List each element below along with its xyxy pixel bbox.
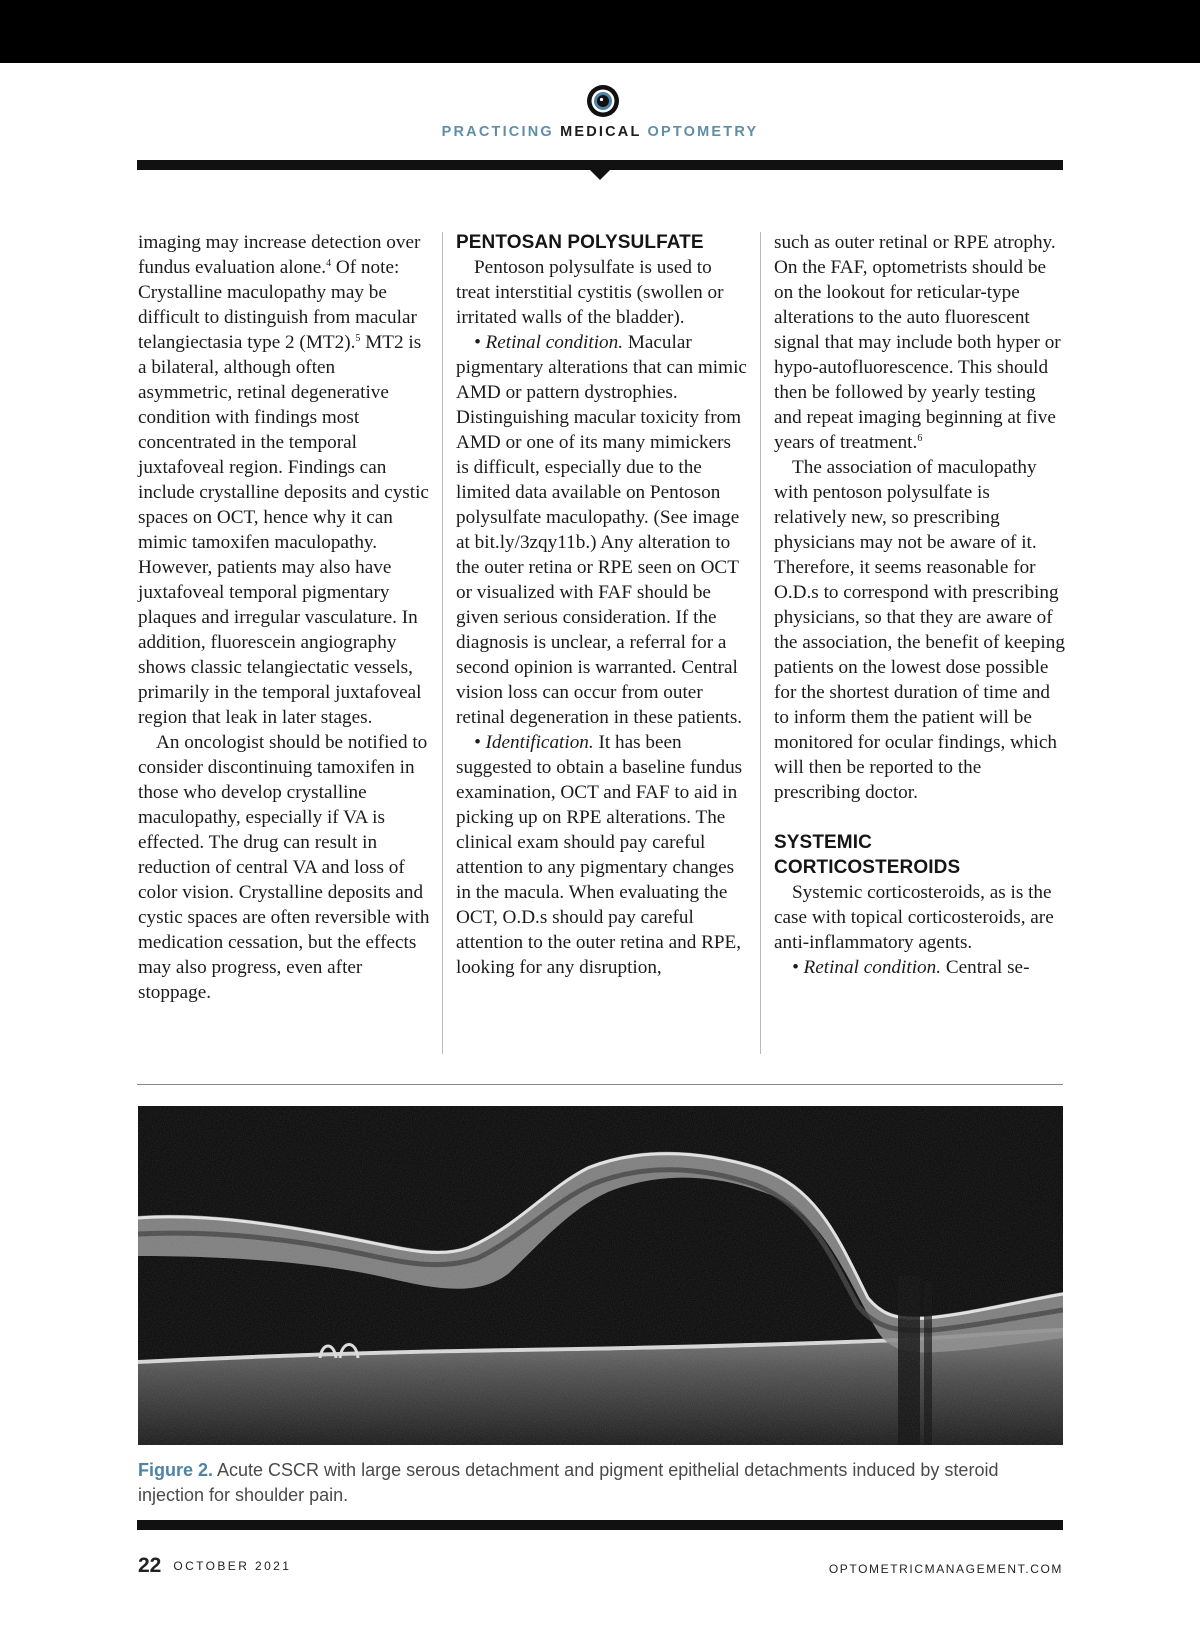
paragraph: An oncologist should be notified to consider discontinuing tamoxifen in those who develop crystalline maculopathy, especially if VA is effected. The drug can result in reduction of central VA and loss of color vision. Crystalline deposits and cystic spaces are often reversible with medication cessation, but the effects may also progress, even after stoppage.	[138, 732, 430, 1003]
caption-text: Acute CSCR with large serous detachment and pigment epithelial detachments induced by steroid injection for shoulder pain.	[138, 1460, 999, 1505]
footer-left	[138, 1554, 291, 1578]
spacer	[774, 805, 1066, 830]
subheading-line: SYSTEMIC	[774, 832, 872, 853]
run-in-label: • Retinal condition.	[474, 332, 624, 353]
figure-label: Figure 2.	[138, 1460, 214, 1480]
article-column-1	[138, 230, 430, 1005]
bottom-rule	[137, 1520, 1063, 1530]
oct-scan-graphic	[138, 1106, 1063, 1445]
text: such as outer retinal or RPE atrophy. On the FAF, optometrists should be on the lookout for reticular-type alterations to the auto fluorescent signal that may include both hyper or hypo-autofluorescence. This should then be followed by yearly testing and repeat imaging beginning at five years of treatment.	[774, 232, 1061, 453]
figure-divider	[137, 1084, 1063, 1085]
reference-marker: 6	[917, 433, 923, 444]
text: imaging may increase detection over fundus evaluation alone.	[138, 232, 421, 278]
footer-website: OPTOMETRICMANAGEMENT.COM	[828, 1562, 1063, 1576]
section-heading-middle: MEDICAL	[560, 124, 642, 140]
paragraph: Systemic corticosteroids, as is the case with topical corticosteroids, are anti-inflammatory agents.	[774, 882, 1054, 953]
section-heading	[0, 124, 1200, 140]
text: Of note: Crystalline maculopathy may be difficult to distinguish from macular telangiectasia type 2 (MT2).	[138, 257, 417, 353]
text: Macular pigmentary alterations that can mimic AMD or pattern dystrophies. Distinguishing macular toxicity from AMD or one of its many mimickers is difficult, especially due to the limited data available on Pentoson polysulfate maculopathy. (See image at bit.ly/3zqy11b.) Any alteration to the outer retina or RPE seen on OCT or visualized with FAF should be given serious consideration. If the diagnosis is unclear, a referral for a second opinion is warranted. Central vision loss can occur from outer retinal degeneration in these patients.	[456, 332, 747, 728]
paragraph	[456, 330, 748, 730]
article-column-3	[774, 230, 1066, 980]
article-column-2	[456, 230, 748, 980]
paragraph	[774, 230, 1066, 455]
eye-logo-icon	[586, 84, 620, 118]
issue-date: OCTOBER 2021	[173, 1559, 292, 1573]
text: MT2 is a bilateral, although often asymmetric, retinal degenerative condition with findings most concentrated in the temporal juxtafoveal region. Findings can include crystalline deposits and cystic spaces on OCT, hence why it can mimic tamoxifen maculopathy. However, patients may also have juxtafoveal temporal pigmentary plaques and irregular vasculature. In addition, fluorescein angiography shows classic telangiectatic vessels, primarily in the temporal juxtafoveal region that leak in later stages.	[138, 332, 429, 728]
subheading-line: CORTICOSTEROIDS	[774, 857, 961, 878]
reference-marker: 4	[326, 258, 332, 269]
paragraph: Pentoson polysulfate is used to treat interstitial cystitis (swollen or irritated walls of the bladder).	[456, 257, 724, 328]
section-heading-prefix: PRACTICING	[441, 124, 561, 140]
page-number: 22	[138, 1554, 162, 1577]
column-divider	[442, 232, 443, 1054]
paragraph	[774, 955, 1066, 980]
top-black-bar	[0, 0, 1200, 63]
figure-caption	[138, 1458, 1063, 1508]
subheading-systemic	[774, 830, 1066, 880]
column-divider	[760, 232, 761, 1054]
rule-notch	[590, 170, 610, 180]
reference-marker: 5	[355, 333, 361, 344]
subheading-pentosan: PENTOSAN POLYSULFATE	[456, 232, 704, 253]
paragraph	[138, 230, 430, 730]
top-rule	[137, 160, 1063, 170]
oct-scan-image	[138, 1106, 1063, 1445]
section-heading-suffix: OPTOMETRY	[641, 124, 759, 140]
run-in-label: • Identification.	[474, 732, 594, 753]
text: Central se-	[941, 957, 1030, 978]
run-in-label: • Retinal condition.	[792, 957, 942, 978]
paragraph: The association of maculopathy with pentoson polysulfate is relatively new, so prescribing physicians may not be aware of it. Therefore, it seems reasonable for O.D.s to correspond with prescribing physicians, so that they are aware of the association, the benefit of keeping patients on the lowest dose possible for the shortest duration of time and to inform them the patient will be monitored for ocular findings, which will then be reported to the prescribing doctor.	[774, 457, 1065, 803]
paragraph	[456, 730, 748, 980]
text: It has been suggested to obtain a baseline fundus examination, OCT and FAF to aid in picking up on RPE alterations. The clinical exam should pay careful attention to any pigmentary changes in the macula. When evaluating the OCT, O.D.s should pay careful attention to the outer retina and RPE, looking for any disruption,	[456, 732, 743, 978]
